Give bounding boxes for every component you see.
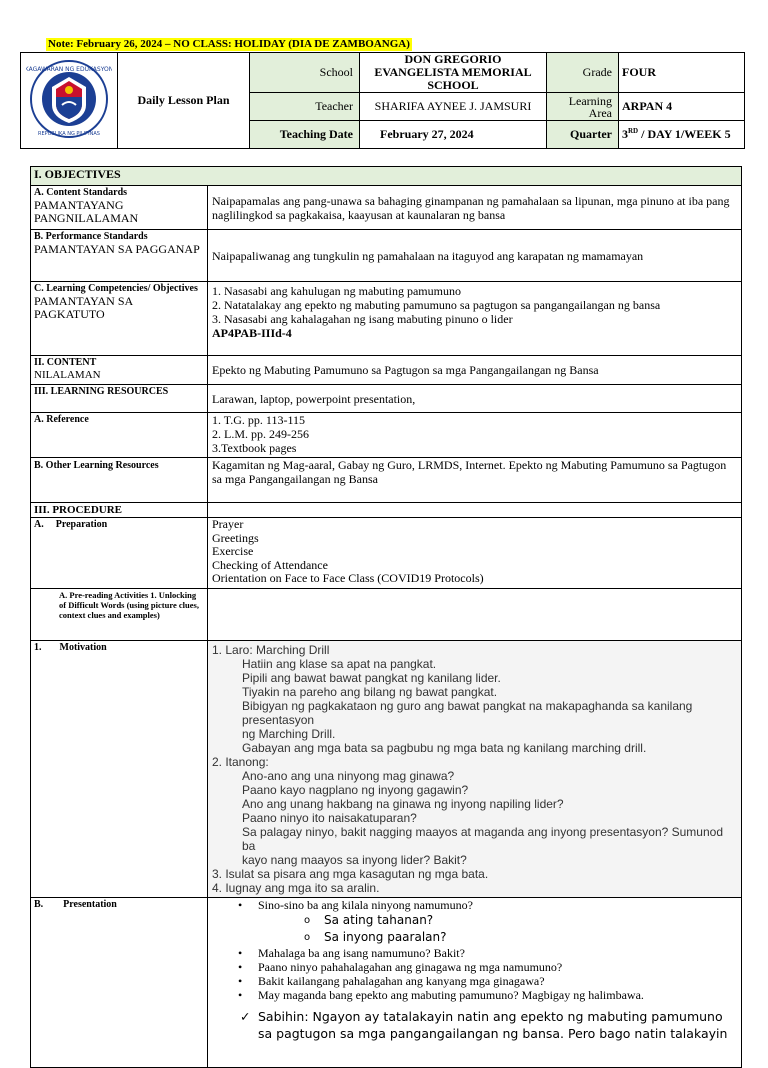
seal-top-text: KAGAWARAN NG EDUKASYON [26,65,112,73]
motivation-line: Paano kayo nagplano ng inyong gagawin? [242,783,469,797]
presentation-subquestion: o Sa inyong paaralan? [212,929,737,946]
competency-code: AP4PAB-IIId-4 [212,326,292,340]
preparation-item: Orientation on Face to Face Class (COVID19 Protocols) [212,571,484,585]
presentation-question: • Bakit kailangang pahalagahan ang kanyang mga ginagawa? [212,974,737,988]
motivation-line: kayo nang maayos sa inyong lider? Bakit? [242,853,467,867]
learning-resources-label: III. LEARNING RESOURCES [31,385,208,413]
motivation-line: 3. Isulat sa pisara ang mga kasagutan ng mga bata. [212,867,489,881]
teacher-label: Teacher [250,93,360,121]
performance-standards-label: B. Performance Standards PAMANTAYAN SA PAGGANAP [31,230,208,282]
prereading-label: A. Pre-reading Activities 1. Unlocking of Difficult Words (using picture clues, context clues and examples) [31,589,208,641]
quarter-value: 3RD / DAY 1/WEEK 5 [619,121,745,149]
teaching-date-label: Teaching Date [250,121,360,149]
grade-label: Grade [547,53,619,93]
learning-area-value: ARPAN 4 [619,93,745,121]
content-standards-value: Naipapamalas ang pang-unawa sa bahaging ginampanan ng pamahalaan sa lipunan, mga pinuno at iba pang naglilingkod sa pagkakaisa, kaayusan at kaunalaran ng bansa [208,186,742,230]
holiday-note: Note: February 26, 2024 – NO CLASS: HOLIDAY (DIA DE ZAMBOANGA) [48,38,410,50]
preparation-value [208,518,742,589]
competency-item: 1. Nasasabi ang kahulugan ng mabuting pamumuno [212,284,461,298]
teacher-value: SHARIFA AYNEE J. JAMSURI [360,93,547,121]
procedure-heading-blank [208,503,742,518]
presentation-question: • May maganda bang epekto ang mabuting pamumuno? Magbigay ng halimbawa. [212,988,737,1002]
grade-value: FOUR [619,53,745,93]
deped-seal [21,53,118,149]
motivation-line: Gabayan ang mga bata sa pagbubu ng mga bata ng kanilang marching drill. [242,741,647,755]
preparation-item: Prayer [212,517,244,531]
motivation-image [208,641,742,898]
presentation-question: • Paano ninyo pahahalagahan ang ginagawa ng mga namumuno? [212,960,737,974]
motivation-line: Ano ang unang hakbang na ginawa ng inyong napiling lider? [242,797,564,811]
motivation-line: Sa palagay ninyo, bakit nagging maayos at maganda ang inyong presentasyon? Sumunod ba [242,825,724,853]
motivation-line: 2. Itanong: [212,755,269,769]
prereading-value [208,589,742,641]
motivation-label: 1. Motivation [31,641,208,898]
seal-bottom-text: REPUBLIKA NG PILIPINAS [38,130,100,137]
objectives-heading: I. OBJECTIVES [31,167,742,186]
preparation-item: Greetings [212,530,259,545]
other-resources-value: Kagamitan ng Mag-aaral, Gabay ng Guro, LRMDS, Internet. Epekto ng Mabuting Pamumuno sa Pagtugon sa mga Pangangailangan ng Bansa [208,458,742,503]
competency-item: 3. Nasasabi ang kahalagahan ng isang mabuting pinuno o lider [212,312,513,326]
motivation-line: Bibigyan ng pagkakataon ng guro ang bawat pangkat na makapaghanda sa kanilang presentasyon [242,699,693,727]
motivation-line: 4. Iugnay ang mga ito sa aralin. [212,881,380,895]
competencies-label: C. Learning Competencies/ Objectives PAMANTAYAN SA PAGKATUTO [31,282,208,356]
motivation-line: Ano-ano ang una ninyong mag ginawa? [242,769,455,783]
competency-item: 2. Natatalakay ang epekto ng mabuting pamumuno sa pagtugon sa pangangailangan ng bansa [212,298,661,312]
motivation-line: Pipili ang bawat bawat pangkat ng kanilang lider. [242,671,501,685]
presentation-list [212,898,737,1002]
reference-item: 3.Textbook pages [212,441,297,455]
motivation-line: Paano ninyo ito naisakatuparan? [242,811,417,825]
preparation-item: Checking of Attendance [212,557,328,572]
performance-standards-value: Naipapaliwanag ang tungkulin ng pamahalaan na itaguyod ang karapatan ng mamamayan [208,230,742,282]
school-value: DON GREGORIO EVANGELISTA MEMORIAL SCHOOL [360,53,547,93]
motivation-line: 1. Laro: Marching Drill [212,643,330,657]
school-label: School [250,53,360,93]
presentation-question: • Mahalaga ba ang isang namumuno? Bakit? [212,946,737,960]
preparation-item: Exercise [212,544,254,558]
learning-resources-value: Larawan, laptop, powerpoint presentation, [208,385,742,413]
content-label: II. CONTENT NILALAMAN [31,356,208,385]
presentation-label: B. Presentation [31,898,208,1068]
other-resources-label: B. Other Learning Resources [31,458,208,503]
deped-seal-icon [26,57,112,141]
reference-label: A. Reference [31,413,208,458]
sabihin-paragraph: ✓ Sabihin: Ngayon ay tatalakayin natin ang epekto ng mabuting pamumuno sa pagtugon sa mga pangangailangan ng bansa. Pero bago natin talakayin [212,1008,737,1042]
motivation-line: Hatiin ang klase sa apat na pangkat. [242,657,437,671]
quarter-label: Quarter [547,121,619,149]
motivation-line: ng Marching Drill. [242,727,336,741]
competencies-value [208,282,742,356]
presentation-value [208,898,742,1068]
procedure-heading: III. PROCEDURE [31,503,208,518]
page-title: Daily Lesson Plan [118,53,250,149]
teaching-date-value: February 27, 2024 [360,121,547,149]
reference-value [208,413,742,458]
motivation-line: Tiyakin na pareho ang bilang ng bawat pangkat. [242,685,498,699]
reference-item: 2. L.M. pp. 249-256 [212,427,309,441]
preparation-label: A. Preparation [31,518,208,589]
learning-area-label: Learning Area [547,93,619,121]
content-value: Epekto ng Mabuting Pamumuno sa Pagtugon sa mga Pangangailangan ng Bansa [208,356,742,385]
header-table [20,52,745,149]
lesson-table [30,166,742,1068]
reference-item: 1. T.G. pp. 113-115 [212,413,305,427]
presentation-question: • Sino-sino ba ang kilala ninyong namumuno? [212,898,737,912]
presentation-subquestion: o Sa ating tahanan? [212,912,737,929]
content-standards-label: A. Content Standards PAMANTAYANG PANGNILALAMAN [31,186,208,230]
